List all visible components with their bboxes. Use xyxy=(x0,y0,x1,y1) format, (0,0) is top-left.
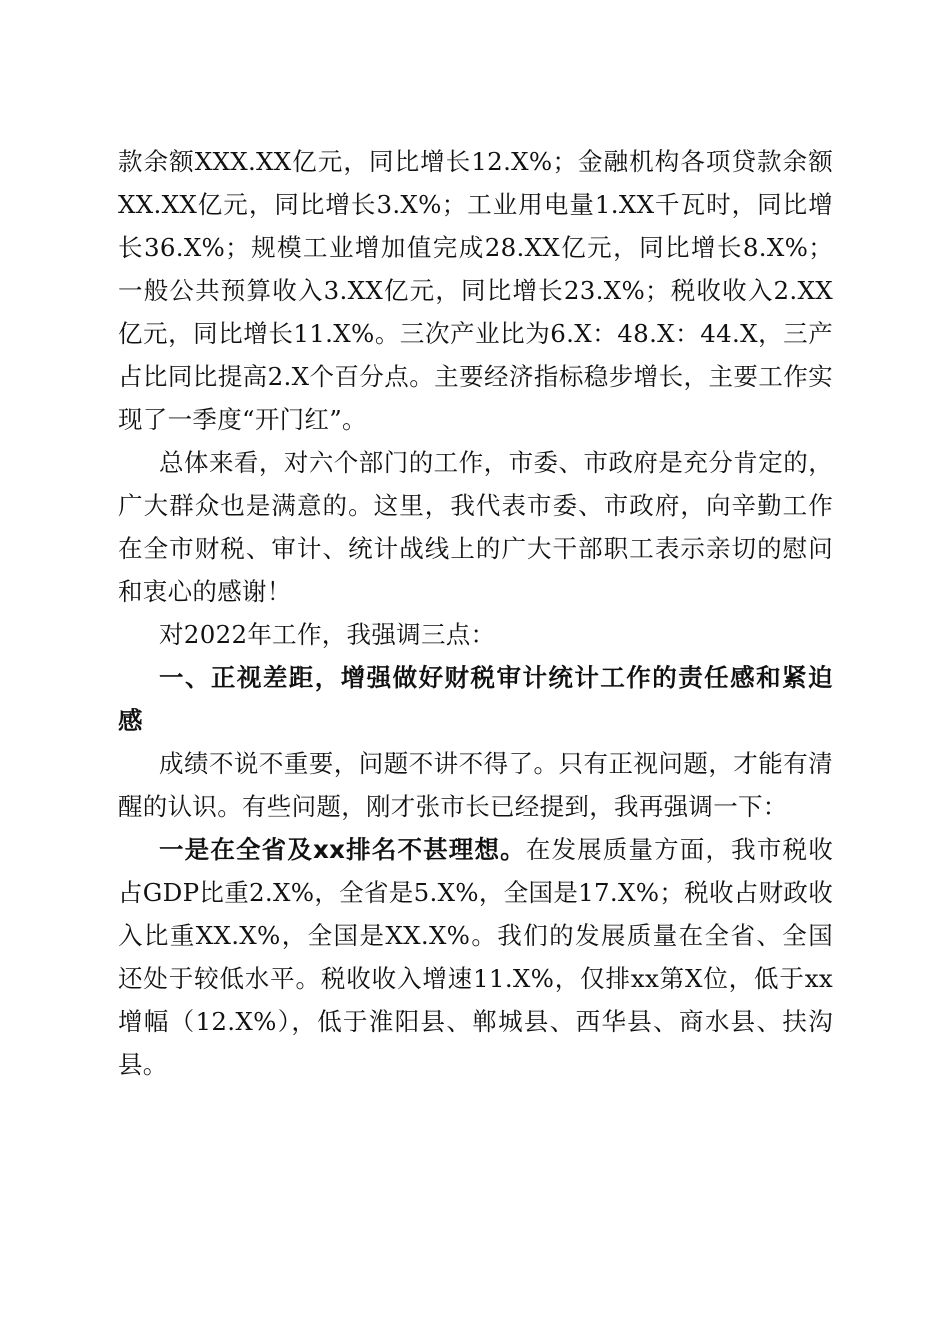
body-paragraph-overall-assessment: 总体来看，对六个部门的工作，市委、市政府是充分肯定的，广大群众也是满意的。这里，我代表市委、市政府，向辛勤工作在全市财税、审计、统计战线上的广大干部职工表示亲切的慰问和衷心的感谢！ xyxy=(118,448,833,606)
body-paragraph-face-problems: 成绩不说不重要，问题不讲不得了。只有正视问题，才能有清醒的认识。有些问题，刚才张市长已经提到，我再强调一下： xyxy=(118,749,833,821)
body-paragraph-three-points-intro: 对2022年工作，我强调三点： xyxy=(159,620,496,649)
document-page xyxy=(118,140,833,1086)
section-heading-one: 一、正视差距，增强做好财税审计统计工作的责任感和紧迫感 xyxy=(118,663,833,735)
body-paragraph-ranking xyxy=(118,828,833,1086)
paragraph-body-text: 在发展质量方面，我市税收占GDP比重2.X%，全省是5.X%，全国是17.X%；税收占财政收入比重XX.X%，全国是XX.X%。我们的发展质量在全省、全国还处于较低水平。税收收入增速11.X%，仅排xx第X位，低于xx增幅（12.X%），低于淮阳县、郸城县、西华县、商水县、扶沟县。 xyxy=(118,835,833,1079)
paragraph-lead-sentence: 一是在全省及xx排名不甚理想。 xyxy=(159,835,526,864)
body-paragraph-economic-indicators: 款余额XXX.XX亿元，同比增长12.X%；金融机构各项贷款余额XX.XX亿元，同比增长3.X%；工业用电量1.XX千瓦时，同比增长36.X%；规模工业增加值完成28.XX亿元，同比增长8.X%；一般公共预算收入3.XX亿元，同比增长23.X%；税收收入2.XX亿元，同比增长11.X%。三次产业比为6.X：48.X：44.X，三产占比同比提高2.X个百分点。主要经济指标稳步增长，主要工作实现了一季度“开门红”。 xyxy=(118,147,833,434)
